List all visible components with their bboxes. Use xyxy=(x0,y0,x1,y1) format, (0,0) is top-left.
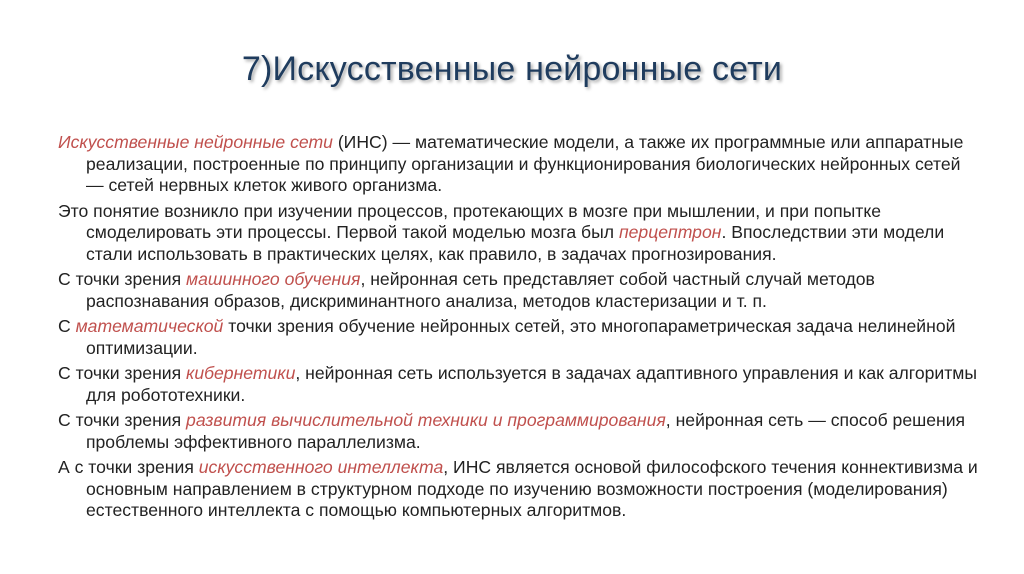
term-link: математической xyxy=(75,316,224,336)
paragraph xyxy=(58,132,978,197)
text-segment: (ИНС) — математические модели, а также их программные или аппаратные реализации, построенные по принципу организации и функционирования биологических нейронных сетей — сетей нервных клеток живого организма. xyxy=(86,132,964,195)
term-link: кибернетики xyxy=(186,363,296,383)
term-link: искусственного интеллекта xyxy=(198,457,444,477)
text-segment: С точки зрения xyxy=(58,363,187,383)
paragraph xyxy=(58,410,978,453)
paragraph xyxy=(58,269,978,312)
slide-title: 7)Искусственные нейронные сети xyxy=(241,50,783,88)
term-link: обучения xyxy=(284,269,361,289)
term-link: машинного xyxy=(186,269,280,289)
text-segment: А с точки зрения xyxy=(58,457,199,477)
text-segment: . Впоследствии эти модели стали использовать в практических целях, как правило, в задачах прогнозирования. xyxy=(86,222,945,264)
text-segment: С точки зрения xyxy=(58,410,187,430)
text-segment: , нейронная сеть используется в задачах адаптивного управления и как алгоритмы для робототехники. xyxy=(86,363,978,405)
slide-body xyxy=(58,132,978,526)
text-segment: , нейронная сеть представляет собой частный случай методов распознавания образов, дискриминантного анализа, методов кластеризации и т. п. xyxy=(86,269,875,311)
text-segment: , ИНС является основой философского течения коннективизма и основным направлением в структурном подходе по изучению возможности построения (моделирования) естественного интеллекта с помощью компьютерных алгоритмов. xyxy=(86,457,978,520)
paragraph xyxy=(58,363,978,406)
text-segment: С xyxy=(58,316,76,336)
text-segment: С точки зрения xyxy=(58,269,187,289)
term-link: Искусственные нейронные сети xyxy=(58,132,333,152)
text-segment: Это понятие возникло при изучении процессов, протекающих в мозге при мышлении, и при попытке смоделировать эти процессы. Первой такой моделью мозга был xyxy=(58,200,882,242)
paragraph xyxy=(58,457,978,522)
paragraph xyxy=(58,316,978,359)
text-segment: точки зрения обучение нейронных сетей, это многопараметрическая задача нелинейной оптимизации. xyxy=(86,316,956,358)
text-segment: , нейронная сеть — способ решения проблемы эффективного параллелизма. xyxy=(86,410,966,452)
paragraph xyxy=(58,201,978,266)
term-link: развития вычислительной техники и программирования xyxy=(186,410,666,430)
term-link: перцептрон xyxy=(618,222,722,242)
